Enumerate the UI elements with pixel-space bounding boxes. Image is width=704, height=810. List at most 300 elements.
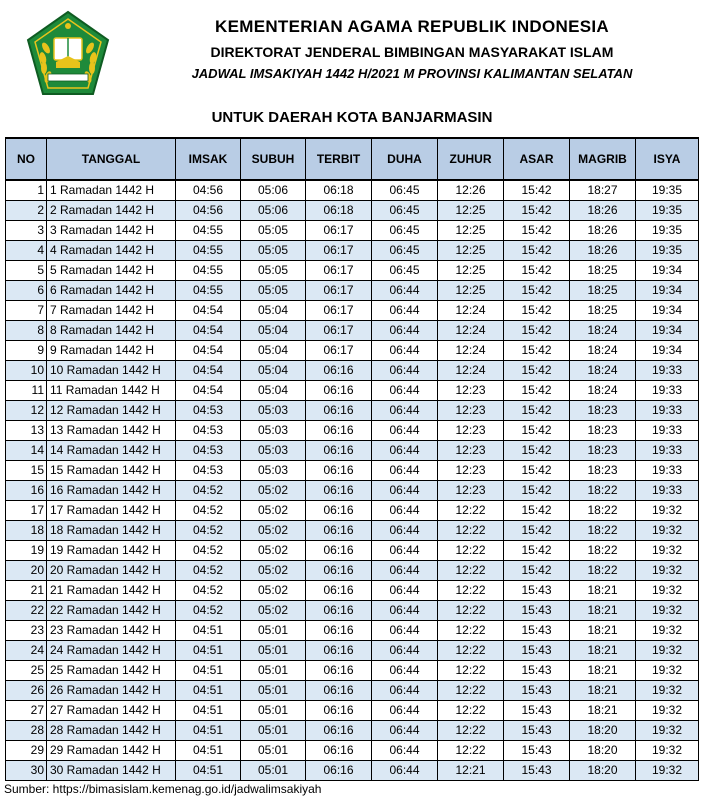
column-header-subuh: SUBUH <box>241 138 306 180</box>
cell-isya: 19:32 <box>636 741 699 761</box>
cell-magrib: 18:20 <box>570 741 636 761</box>
cell-isya: 19:32 <box>636 581 699 601</box>
column-header-terbit: TERBIT <box>306 138 372 180</box>
cell-subuh: 05:02 <box>241 581 306 601</box>
cell-imsak: 04:52 <box>176 581 241 601</box>
cell-terbit: 06:16 <box>306 641 372 661</box>
cell-isya: 19:33 <box>636 361 699 381</box>
table-row <box>6 381 699 401</box>
cell-subuh: 05:01 <box>241 741 306 761</box>
cell-imsak: 04:51 <box>176 761 241 781</box>
table-row <box>6 541 699 561</box>
table-row <box>6 261 699 281</box>
cell-duha: 06:44 <box>372 301 438 321</box>
cell-zuhur: 12:23 <box>438 401 504 421</box>
cell-duha: 06:45 <box>372 201 438 221</box>
cell-duha: 06:44 <box>372 621 438 641</box>
cell-asar: 15:42 <box>504 521 570 541</box>
cell-isya: 19:34 <box>636 301 699 321</box>
table-row <box>6 761 699 781</box>
cell-no: 7 <box>6 301 47 321</box>
cell-terbit: 06:17 <box>306 281 372 301</box>
cell-tanggal: 20 Ramadan 1442 H <box>47 561 176 581</box>
cell-imsak: 04:54 <box>176 301 241 321</box>
cell-asar: 15:42 <box>504 361 570 381</box>
cell-isya: 19:32 <box>636 521 699 541</box>
cell-tanggal: 7 Ramadan 1442 H <box>47 301 176 321</box>
cell-no: 13 <box>6 421 47 441</box>
cell-terbit: 06:18 <box>306 180 372 201</box>
cell-magrib: 18:22 <box>570 521 636 541</box>
cell-tanggal: 13 Ramadan 1442 H <box>47 421 176 441</box>
cell-imsak: 04:56 <box>176 201 241 221</box>
cell-zuhur: 12:22 <box>438 541 504 561</box>
cell-isya: 19:32 <box>636 721 699 741</box>
cell-tanggal: 16 Ramadan 1442 H <box>47 481 176 501</box>
table-row <box>6 201 699 221</box>
cell-magrib: 18:22 <box>570 501 636 521</box>
cell-asar: 15:43 <box>504 661 570 681</box>
cell-duha: 06:45 <box>372 261 438 281</box>
cell-imsak: 04:52 <box>176 501 241 521</box>
cell-tanggal: 28 Ramadan 1442 H <box>47 721 176 741</box>
cell-duha: 06:44 <box>372 721 438 741</box>
cell-no: 16 <box>6 481 47 501</box>
cell-tanggal: 27 Ramadan 1442 H <box>47 701 176 721</box>
cell-isya: 19:35 <box>636 180 699 201</box>
cell-duha: 06:44 <box>372 441 438 461</box>
cell-asar: 15:42 <box>504 241 570 261</box>
cell-isya: 19:32 <box>636 541 699 561</box>
cell-magrib: 18:23 <box>570 421 636 441</box>
cell-subuh: 05:02 <box>241 541 306 561</box>
cell-magrib: 18:23 <box>570 401 636 421</box>
cell-imsak: 04:51 <box>176 661 241 681</box>
cell-terbit: 06:16 <box>306 501 372 521</box>
cell-zuhur: 12:22 <box>438 601 504 621</box>
cell-zuhur: 12:23 <box>438 481 504 501</box>
cell-subuh: 05:02 <box>241 601 306 621</box>
cell-isya: 19:32 <box>636 621 699 641</box>
table-row <box>6 501 699 521</box>
cell-no: 9 <box>6 341 47 361</box>
cell-asar: 15:42 <box>504 180 570 201</box>
cell-zuhur: 12:25 <box>438 241 504 261</box>
cell-terbit: 06:16 <box>306 701 372 721</box>
cell-imsak: 04:53 <box>176 441 241 461</box>
cell-imsak: 04:55 <box>176 221 241 241</box>
cell-no: 10 <box>6 361 47 381</box>
cell-no: 1 <box>6 180 47 201</box>
cell-asar: 15:42 <box>504 561 570 581</box>
table-row <box>6 641 699 661</box>
table-row <box>6 681 699 701</box>
table-row <box>6 701 699 721</box>
cell-imsak: 04:56 <box>176 180 241 201</box>
cell-isya: 19:33 <box>636 481 699 501</box>
cell-duha: 06:45 <box>372 180 438 201</box>
cell-tanggal: 24 Ramadan 1442 H <box>47 641 176 661</box>
cell-subuh: 05:01 <box>241 661 306 681</box>
cell-tanggal: 17 Ramadan 1442 H <box>47 501 176 521</box>
table-row <box>6 281 699 301</box>
cell-duha: 06:44 <box>372 521 438 541</box>
page-header <box>0 0 704 134</box>
region-heading: UNTUK DAERAH KOTA BANJARMASIN <box>211 109 493 126</box>
cell-terbit: 06:16 <box>306 441 372 461</box>
cell-zuhur: 12:23 <box>438 461 504 481</box>
cell-imsak: 04:52 <box>176 481 241 501</box>
cell-zuhur: 12:22 <box>438 501 504 521</box>
table-row <box>6 401 699 421</box>
cell-terbit: 06:16 <box>306 741 372 761</box>
cell-subuh: 05:02 <box>241 521 306 541</box>
cell-subuh: 05:03 <box>241 421 306 441</box>
cell-tanggal: 14 Ramadan 1442 H <box>47 441 176 461</box>
cell-duha: 06:44 <box>372 561 438 581</box>
cell-subuh: 05:04 <box>241 341 306 361</box>
source-footnote: Sumber: https://bimasislam.kemenag.go.id/jadwalimsakiyah <box>4 782 322 796</box>
cell-terbit: 06:18 <box>306 201 372 221</box>
cell-magrib: 18:24 <box>570 381 636 401</box>
cell-no: 12 <box>6 401 47 421</box>
cell-imsak: 04:51 <box>176 641 241 661</box>
cell-no: 15 <box>6 461 47 481</box>
cell-duha: 06:44 <box>372 661 438 681</box>
cell-terbit: 06:16 <box>306 661 372 681</box>
cell-isya: 19:35 <box>636 221 699 241</box>
cell-no: 25 <box>6 661 47 681</box>
table-row <box>6 241 699 261</box>
cell-duha: 06:44 <box>372 701 438 721</box>
cell-imsak: 04:53 <box>176 421 241 441</box>
cell-tanggal: 22 Ramadan 1442 H <box>47 601 176 621</box>
cell-tanggal: 3 Ramadan 1442 H <box>47 221 176 241</box>
cell-no: 23 <box>6 621 47 641</box>
cell-terbit: 06:17 <box>306 321 372 341</box>
cell-subuh: 05:01 <box>241 681 306 701</box>
cell-duha: 06:44 <box>372 541 438 561</box>
cell-zuhur: 12:22 <box>438 721 504 741</box>
cell-zuhur: 12:22 <box>438 581 504 601</box>
cell-tanggal: 25 Ramadan 1442 H <box>47 661 176 681</box>
ministry-title: KEMENTERIAN AGAMA REPUBLIK INDONESIA <box>215 17 609 36</box>
cell-magrib: 18:26 <box>570 201 636 221</box>
cell-asar: 15:42 <box>504 401 570 421</box>
cell-asar: 15:42 <box>504 461 570 481</box>
cell-no: 21 <box>6 581 47 601</box>
cell-zuhur: 12:22 <box>438 561 504 581</box>
cell-isya: 19:32 <box>636 661 699 681</box>
table-row <box>6 301 699 321</box>
cell-no: 22 <box>6 601 47 621</box>
cell-magrib: 18:24 <box>570 341 636 361</box>
cell-tanggal: 29 Ramadan 1442 H <box>47 741 176 761</box>
column-header-asar: ASAR <box>504 138 570 180</box>
table-row <box>6 481 699 501</box>
cell-zuhur: 12:21 <box>438 761 504 781</box>
table-row <box>6 180 699 201</box>
cell-asar: 15:43 <box>504 721 570 741</box>
table-row <box>6 341 699 361</box>
cell-tanggal: 4 Ramadan 1442 H <box>47 241 176 261</box>
table-row <box>6 421 699 441</box>
cell-magrib: 18:20 <box>570 761 636 781</box>
cell-subuh: 05:01 <box>241 621 306 641</box>
cell-imsak: 04:54 <box>176 341 241 361</box>
cell-imsak: 04:54 <box>176 381 241 401</box>
cell-no: 17 <box>6 501 47 521</box>
cell-magrib: 18:24 <box>570 321 636 341</box>
cell-zuhur: 12:24 <box>438 321 504 341</box>
cell-magrib: 18:21 <box>570 581 636 601</box>
cell-no: 19 <box>6 541 47 561</box>
cell-zuhur: 12:23 <box>438 381 504 401</box>
cell-magrib: 18:25 <box>570 301 636 321</box>
cell-duha: 06:44 <box>372 681 438 701</box>
cell-isya: 19:32 <box>636 561 699 581</box>
cell-tanggal: 15 Ramadan 1442 H <box>47 461 176 481</box>
cell-magrib: 18:22 <box>570 561 636 581</box>
cell-isya: 19:34 <box>636 261 699 281</box>
cell-tanggal: 19 Ramadan 1442 H <box>47 541 176 561</box>
cell-imsak: 04:53 <box>176 461 241 481</box>
cell-imsak: 04:52 <box>176 601 241 621</box>
cell-zuhur: 12:25 <box>438 221 504 241</box>
cell-terbit: 06:16 <box>306 561 372 581</box>
cell-magrib: 18:26 <box>570 241 636 261</box>
cell-duha: 06:44 <box>372 481 438 501</box>
cell-magrib: 18:22 <box>570 541 636 561</box>
cell-duha: 06:44 <box>372 361 438 381</box>
cell-imsak: 04:55 <box>176 281 241 301</box>
cell-no: 24 <box>6 641 47 661</box>
cell-isya: 19:33 <box>636 461 699 481</box>
cell-duha: 06:44 <box>372 381 438 401</box>
column-header-isya: ISYA <box>636 138 699 180</box>
cell-zuhur: 12:23 <box>438 441 504 461</box>
cell-zuhur: 12:22 <box>438 621 504 641</box>
cell-no: 18 <box>6 521 47 541</box>
cell-magrib: 18:23 <box>570 441 636 461</box>
cell-isya: 19:35 <box>636 201 699 221</box>
cell-imsak: 04:53 <box>176 401 241 421</box>
cell-subuh: 05:06 <box>241 201 306 221</box>
cell-tanggal: 1 Ramadan 1442 H <box>47 180 176 201</box>
cell-no: 3 <box>6 221 47 241</box>
cell-zuhur: 12:22 <box>438 681 504 701</box>
cell-zuhur: 12:22 <box>438 641 504 661</box>
cell-duha: 06:44 <box>372 461 438 481</box>
column-header-duha: DUHA <box>372 138 438 180</box>
cell-subuh: 05:01 <box>241 701 306 721</box>
table-row <box>6 721 699 741</box>
column-header-imsak: IMSAK <box>176 138 241 180</box>
cell-isya: 19:32 <box>636 701 699 721</box>
cell-no: 14 <box>6 441 47 461</box>
table-row <box>6 561 699 581</box>
cell-zuhur: 12:22 <box>438 741 504 761</box>
cell-imsak: 04:52 <box>176 541 241 561</box>
cell-magrib: 18:25 <box>570 281 636 301</box>
cell-tanggal: 30 Ramadan 1442 H <box>47 761 176 781</box>
cell-asar: 15:43 <box>504 601 570 621</box>
cell-subuh: 05:06 <box>241 180 306 201</box>
cell-magrib: 18:21 <box>570 621 636 641</box>
cell-no: 29 <box>6 741 47 761</box>
cell-imsak: 04:51 <box>176 621 241 641</box>
cell-terbit: 06:16 <box>306 421 372 441</box>
cell-tanggal: 12 Ramadan 1442 H <box>47 401 176 421</box>
cell-terbit: 06:16 <box>306 481 372 501</box>
cell-tanggal: 11 Ramadan 1442 H <box>47 381 176 401</box>
cell-isya: 19:33 <box>636 421 699 441</box>
cell-asar: 15:43 <box>504 761 570 781</box>
cell-zuhur: 12:22 <box>438 521 504 541</box>
cell-terbit: 06:16 <box>306 361 372 381</box>
cell-zuhur: 12:24 <box>438 341 504 361</box>
table-row <box>6 621 699 641</box>
cell-subuh: 05:05 <box>241 221 306 241</box>
cell-isya: 19:32 <box>636 641 699 661</box>
cell-asar: 15:43 <box>504 641 570 661</box>
table-header-row <box>6 138 699 180</box>
table-row <box>6 321 699 341</box>
table-row <box>6 461 699 481</box>
cell-magrib: 18:21 <box>570 601 636 621</box>
cell-magrib: 18:22 <box>570 481 636 501</box>
cell-terbit: 06:16 <box>306 581 372 601</box>
cell-asar: 15:42 <box>504 221 570 241</box>
cell-isya: 19:33 <box>636 381 699 401</box>
cell-terbit: 06:16 <box>306 601 372 621</box>
cell-terbit: 06:16 <box>306 681 372 701</box>
cell-duha: 06:44 <box>372 401 438 421</box>
cell-subuh: 05:04 <box>241 381 306 401</box>
cell-imsak: 04:54 <box>176 361 241 381</box>
cell-asar: 15:43 <box>504 581 570 601</box>
cell-isya: 19:33 <box>636 401 699 421</box>
cell-duha: 06:44 <box>372 581 438 601</box>
cell-subuh: 05:01 <box>241 641 306 661</box>
cell-tanggal: 8 Ramadan 1442 H <box>47 321 176 341</box>
cell-duha: 06:44 <box>372 341 438 361</box>
cell-isya: 19:33 <box>636 441 699 461</box>
cell-magrib: 18:21 <box>570 661 636 681</box>
cell-isya: 19:34 <box>636 281 699 301</box>
cell-imsak: 04:51 <box>176 721 241 741</box>
cell-subuh: 05:02 <box>241 501 306 521</box>
cell-terbit: 06:16 <box>306 401 372 421</box>
column-header-zuhur: ZUHUR <box>438 138 504 180</box>
cell-asar: 15:43 <box>504 701 570 721</box>
cell-terbit: 06:16 <box>306 721 372 741</box>
cell-asar: 15:42 <box>504 441 570 461</box>
cell-terbit: 06:16 <box>306 521 372 541</box>
cell-asar: 15:42 <box>504 281 570 301</box>
cell-terbit: 06:17 <box>306 341 372 361</box>
cell-asar: 15:42 <box>504 541 570 561</box>
cell-terbit: 06:16 <box>306 381 372 401</box>
cell-subuh: 05:05 <box>241 241 306 261</box>
cell-zuhur: 12:25 <box>438 281 504 301</box>
cell-duha: 06:44 <box>372 501 438 521</box>
cell-asar: 15:42 <box>504 261 570 281</box>
cell-tanggal: 9 Ramadan 1442 H <box>47 341 176 361</box>
table-row <box>6 581 699 601</box>
cell-no: 30 <box>6 761 47 781</box>
cell-asar: 15:42 <box>504 421 570 441</box>
cell-asar: 15:42 <box>504 341 570 361</box>
cell-magrib: 18:21 <box>570 641 636 661</box>
cell-zuhur: 12:24 <box>438 301 504 321</box>
cell-no: 4 <box>6 241 47 261</box>
cell-imsak: 04:51 <box>176 681 241 701</box>
cell-duha: 06:45 <box>372 241 438 261</box>
cell-isya: 19:32 <box>636 761 699 781</box>
cell-asar: 15:42 <box>504 201 570 221</box>
cell-terbit: 06:17 <box>306 301 372 321</box>
cell-tanggal: 23 Ramadan 1442 H <box>47 621 176 641</box>
cell-asar: 15:42 <box>504 481 570 501</box>
cell-no: 8 <box>6 321 47 341</box>
cell-isya: 19:32 <box>636 501 699 521</box>
cell-zuhur: 12:24 <box>438 361 504 381</box>
cell-tanggal: 2 Ramadan 1442 H <box>47 201 176 221</box>
table-row <box>6 661 699 681</box>
cell-no: 2 <box>6 201 47 221</box>
table-row <box>6 741 699 761</box>
cell-imsak: 04:51 <box>176 741 241 761</box>
cell-isya: 19:32 <box>636 601 699 621</box>
cell-imsak: 04:52 <box>176 521 241 541</box>
cell-terbit: 06:17 <box>306 221 372 241</box>
cell-isya: 19:35 <box>636 241 699 261</box>
cell-duha: 06:44 <box>372 761 438 781</box>
cell-magrib: 18:25 <box>570 261 636 281</box>
column-header-tanggal: TANGGAL <box>47 138 176 180</box>
cell-zuhur: 12:25 <box>438 261 504 281</box>
cell-asar: 15:42 <box>504 321 570 341</box>
table-row <box>6 601 699 621</box>
table-row <box>6 521 699 541</box>
cell-terbit: 06:16 <box>306 461 372 481</box>
cell-subuh: 05:02 <box>241 561 306 581</box>
cell-duha: 06:44 <box>372 741 438 761</box>
cell-isya: 19:32 <box>636 681 699 701</box>
cell-magrib: 18:23 <box>570 461 636 481</box>
cell-no: 5 <box>6 261 47 281</box>
directorate-subtitle: DIREKTORAT JENDERAL BIMBINGAN MASYARAKAT ISLAM <box>210 44 614 60</box>
cell-asar: 15:42 <box>504 381 570 401</box>
table-row <box>6 441 699 461</box>
cell-magrib: 18:21 <box>570 681 636 701</box>
cell-no: 20 <box>6 561 47 581</box>
cell-no: 26 <box>6 681 47 701</box>
cell-tanggal: 21 Ramadan 1442 H <box>47 581 176 601</box>
cell-tanggal: 5 Ramadan 1442 H <box>47 261 176 281</box>
imsakiyah-table <box>5 137 699 781</box>
table-row <box>6 221 699 241</box>
cell-magrib: 18:24 <box>570 361 636 381</box>
table-body <box>6 180 699 781</box>
cell-subuh: 05:03 <box>241 441 306 461</box>
cell-magrib: 18:21 <box>570 701 636 721</box>
cell-subuh: 05:04 <box>241 321 306 341</box>
cell-imsak: 04:54 <box>176 321 241 341</box>
cell-tanggal: 26 Ramadan 1442 H <box>47 681 176 701</box>
cell-subuh: 05:02 <box>241 481 306 501</box>
